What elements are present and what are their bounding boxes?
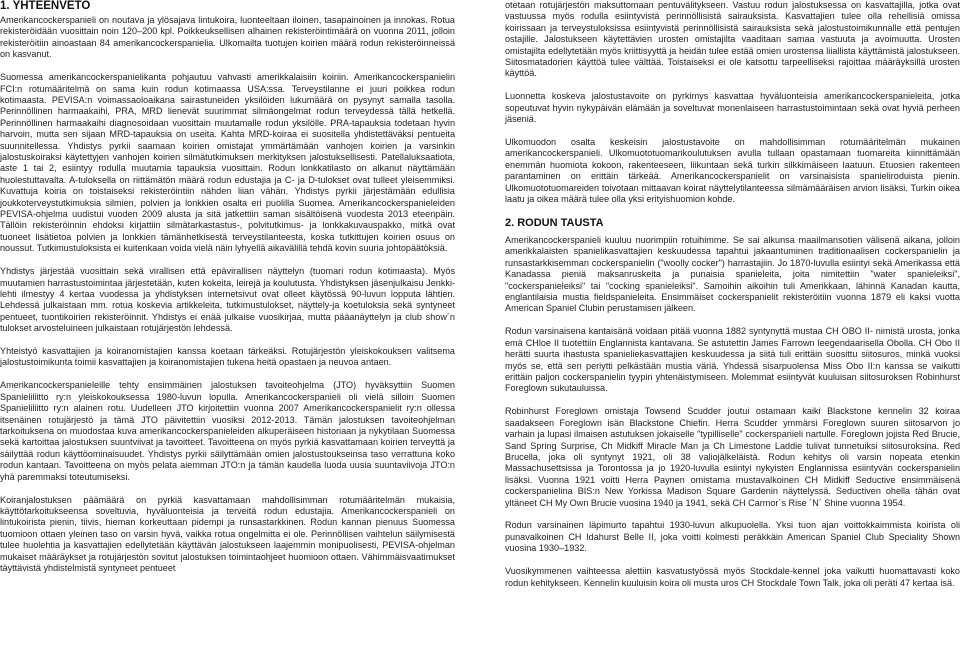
- paragraph: Suomessa amerikancockerspanielikanta pohjautuu vahvasti amerikkalaisiin koiriin. Amerikancockerspanielin FCI:n rotumääritelmä on sama kuin rodun kotimaassa USA:ssa. Terveystilanne ei juuri poikkea rodun kotimaasta. PEVISA:n voimassaoloaikana sairastuneiden yksilöiden lukumäärä on pysynyt samalla tasolla. Perinnöllinen harmaakaihi, PRA, MRD lienevät suurimmat silmäongelmat rodun terveydessä tällä hetkellä. Perinnöllinen harmaakaihi diagnosoidaan vuosittain muutamalle rodun yksilölle. PRA-tapauksia todetaan hyvin harvoin, mutta sen sijaan MRD-tapauksia on useita. Kahta MRD-koiraa ei suositella yhdistettäväksi pentueita suunnitellessa. Yhdistys pyrkii saamaan koirien omistajat ymmärtämään vanhojen koirien ja varsinkin jalostuskoiraksi käytettyjen vanhojen koirien silmätutkimuksen merkityksen jalostuksellisesti. Patellaluksaatiota, aste 1 tai 2, esiintyy rodulla muutamia tapauksia vuosittain. Rodun lonkkatilasto on alkanut näyttämään huolestuttavalta. A-tuloksella on riittämätön määrä rodun edustajia ja C- ja D-tulokset ovat tulleet yleisemmiksi. Kuvattuja koiria on toistaiseksi rekisteröintiin nähden liian vähän. Yhdistys pyrkii järjestämään edullisia joukkoterveystutkimuksia silmien, polvien ja lonkkien osalta eri puolilla Suomea. Amerikancockerspanieleiden PEVISA-ohjelma uudistui vuoden 2009 alusta ja sitä jatkettiin saman sisältöisenä vuodesta 2013 eteenpäin. Tällöin rekisteröinnin ehdoksi kirjattiin silmätarkastastus-, polvitutkimus- ja lonkkakuvauspakko, mitkä ovat tuoneet lisätietoa polvien ja lonkkien tämänhetkisestä terveystilanteesta, koska tutkittujen koirien osuus on noussut. Tutkimustuloksista ei kuitenkaan voida vielä näin lyhyellä aikavälillä tehdä kovin suuria johtopäätöksiä.: [0, 72, 455, 254]
- paragraph: Luonnetta koskeva jalostustavoite on pyrkimys kasvattaa hyväluonteisia amerikancockerspanieleita, jotka sopeutuvat hyvin nykypäivän elämään ja soveltuvat monenlaiseen harrastustoimintaan sekä ovat hyviä perheen jäseniä.: [505, 91, 960, 125]
- paragraph: Amerikancockerspanieli kuuluu nuorimpiin rotuihimme. Se sai alkunsa maailmansotien välisenä aikana, jolloin amerikkalaisten spanielikasvattajien keskuudessa tapahtui jakaantuminen traditionaalisen cockerspanielin ja runsastarkkisemman cockerspanielin ("woolly cocker") harrastajiin. Jo 1870-luvulla esiintyi sekä Amerikassa että Kanadassa pieniä maksanruskeita ja punaisia spanieleita, joita nimitettiin "water spanieleiksi", "cockerspanieleiksi" tai "cocking spanieleiksi". Samoihin aikoihin tuli Amerikkaan, lähinnä Kanadan kautta, englantilaisia mustia fieldspanieleita. Ensimmäiset cockerspanielit rekisteröitiin vuonna 1879 eli kaksi vuotta American Spaniel Clubin perustamisen jälkeen.: [505, 235, 960, 314]
- paragraph: Amerikancockerspanieli on noutava ja ylösajava lintukoira, luonteeltaan iloinen, tasapainoinen ja innokas. Rotua rekisteröidään vuosittain noin 120–200 kpl. Poikkeuksellisen alhainen rekisteröintimäärä on vuonna 2011, jolloin rekisteröitiin ainoastaan 84 amerikancockerspanielia. Ulkomailta tuotujen koirien määrä rodun rekisteröinneissä on kasvanut.: [0, 15, 455, 60]
- paragraph: Koiranjalostuksen päämäärä on pyrkiä kasvattamaan mahdollisimman rotumääritelmän mukaisia, käyttötarkoitukseensa soveltuvia, hyväluonteisia ja terveitä rodun edustajia. Amerikancockerspanieli on lintukoirista pienin, tiivis, hieman korkeuttaan pidempi ja runsastarkkinen. Rodun kannan pienuus Suomessa tuomioon ottaen yleinen taso on varsin hyvä, vaikka rotua ongelmitta ei ole. Perinnöllisen vaihtelun säilymisestä tulee huolehtia ja kasvattajien edellytetään käyttävän jalostukseen laajemmin monipuolisesti, PEVISA-ohjelman mukaiset määräykset ja rotujärjestön sovitut jalostuksen toimintaohjeet huomioon ottaen. Vähimmäisvaatimukset täyttävistä yhdistelmistä syntyneet pentueet: [0, 494, 455, 573]
- paragraph: Yhdistys järjestää vuosittain sekä virallisen että epävirallisen näyttelyn (tuomari rodun kotimaasta). Myös muutamien harrastustoimintaa järjestetään, kuten kokeita, leirejä ja koulutusta. Yhdistyksen jäsenjulkaisu Jenkki-lehti ilmestyy 4 kertaa vuodessa ja yhdistyksen internetsivut ovat olleet käytössä 90-luvun lopputa lähtien. Lehdessä julkaistaan mm. rotua koskevia artikkeleita, tutkimustulokset, näyttely-ja koetuloksia sekä syntyneet pentueet, tuontikoirien rekisteröinnit. Yhdistys ei enää julkaise vuosikirjaa, mutta pääanäyttelyn ja club show´n tulokset arvosteluineen julkaistaan rotujärjestön lehdessä.: [0, 266, 455, 334]
- paragraph: Robinhurst Foreglown omistaja Towsend Scudder joutui ostamaan kaiki Blackstone kennelin 32 koiraa saadakseen Foreglown isän Blackstone Chiefin. Herra Scudder ymmärsi Foreglown suuren siitosarvon jo varhain ja lupasi ilmaisen astutuksen jokaiselle "typilliselle" cockerspanieli nartulle. Foreglown jojista Red Brucie, Sand Spring Surprise, Ch Midkiff Miracle Man ja Ch Limestone Laddie tulivat tunnetuiksi siitosuroksina. Red Brucella, joka oli syntynyt 1921, oli 38 valiojälkeläistä. Rodun kehitys oli varsin nopeata etenkin Massachusettsissa ja Torontossa ja jo 1920-luvulla esiintyi nykyisten Englannissa esiintyvän cockerspanielin lisäksi. Vuonna 1921 voitti Herra Paynen omistama mustavalkoinen CH Midkiff Seductive ensimmäisenä cockerspanielina BIS:n New Yorkissa Madison Square Gardenin näyttelyssä. Seductiven ohella tähän ovat yltäneet CH My Own Brucie vuosina 1940 ja 1941, sekä CH Carmor´s Rise ´N´ Shine vuonna 1954.: [505, 406, 960, 508]
- paragraph: Yhteistyö kasvattajien ja koiranomistajien kanssa koetaan tärkeäksi. Rotujärjestön yleiskokouksen valitsema jalostustoimikunta toimii kasvattajien ja koiranomistajien tukena heitä opastaen ja neuvoa antaen.: [0, 346, 455, 368]
- section-heading-summary: 1. YHTEENVETO: [0, 0, 91, 12]
- section-heading-background: 2. RODUN TAUSTA: [505, 217, 604, 229]
- paragraph: Amerikancockerspanieleille tehty ensimmäinen jalostuksen tavoiteohjelma (JTO) hyväksyttiin Suomen Spanieliliitto ry:n yleiskokouksessa 1980-luvun lopulla. Amerikancockerspanieli oli vielä silloin Suomen Spanieliliitto ry:n alainen rotu. Uudelleen JTO kirjoitettiin vuonna 2007 Amerikancockerspanielit ry:n ollessa itsenäinen rotujärjestö ja tämä JTO päivitettiin vuosiksi 2012-2013. Tämän jalostuksen tavoiteohjelman tarkoituksena on muodostaa kuva amerikancockerspanieleiden alkuperäiseen historiaan ja nykytilaan Suomessa sekä kartoittaa jalostuksen suuntviivat ja tavoitteet. Tavoitteena on myös pyrkiä kasvattamaan koirien terveyttä ja säilyttää rodun käyttöominaisuudet. Yhdistys pyrkii säilyttämään omien jalostustoukseinsa taso verrattuna koko rodun kantaan. Tavoitteena on myös pelata aiemman JTO:n ja tämän kaudella luoda uusia suuntaviivoja JTO:n yhä paremmaksi toteutumiseksi.: [0, 380, 455, 482]
- right-column: [505, 0, 960, 600]
- paragraph: Ulkomuodon osalta keskeisin jalostustavoite on mahdollisimman rotumääritelmän mukainen amerikancockerspanieli. Ulkomuototuomarikoulutuksen avulla tullaan opastamaan tuomareita kiinnittämään enemmän huomiota kokoon, rakenteeseen, liikuntaan sekä turkin silkkimäiseen laatuun. Etuosien rakenteen parantaminen on erittäin tärkeää. Amerikancockerspanielit on varsinaisista spanieliroduista pienin. Ulkomuototuomareiden toivotaan mittaavan koirat näyttelytilanteessa silmämääräisen arvion lisäksi. Turkin oikea laatu ja oikea määrä tulee olla yksi erityishuomion kohde.: [505, 137, 960, 205]
- paragraph: Rodun varsinaisena kantaisänä voidaan pitää vuonna 1882 syntynyttä mustaa CH OBO II- nimistä urosta, jonka emä CHloe II tuotettiin Englannista kantavana. Se astutettin James Farrown leegendaarisella Obolla. CH Obo II herätti suurta ihastusta spanieliekasvattajien keskuudessa ja siitä tuli erittäin suosittu siitosuros, minkä vuoksi myös se, että sen periytti pelkästään mustia väriä. Yhdessä sisarpuolensa Miss Obo II:n kanssa se vaikutti erittäin paljon cockerspanielin tyypin yhtenäistymiseen. Molemmat esiintyvät kuuluisan siitosuroksen Robinhurst Foreglown sukutauluissa.: [505, 326, 960, 394]
- left-column: [0, 0, 455, 586]
- paragraph: Rodun varsinainen läpimurto tapahtui 1930-luvun alkupuolella. Yksi tuon ajan voittokkaimmista koirista oli punavalkoinen CH Idahurst Belle II, joka voitti kolmesti peräkkäin American Spaniel Club Speciality Shown vuosina 1930–1932.: [505, 520, 960, 554]
- paragraph: Vuosikymmenen vaihteessa alettiin kasvatustyössä myös Stockdale-kennel joka vaikutti huomattavasti koko rodun kehitykseen. Kennelin kuuluisin koira oli musta uros CH Stockdale Town Talk, joka oli peräti 47 kertaa isä.: [505, 566, 960, 588]
- paragraph: otetaan rotujärjestön maksuttomaan pentuvälitykseen. Vastuu rodun jalostuksessa on kasvattajilla, jotka ovat vastuussa myös rodulla esiintyvistä perinnöllisistä sairauksista. Kasvattajien tulee olla rehellisiä omissa koirissaan ja terveystuloksissa esiintyvistä perinnöllisistä sairauksista sekä jalostustoimikunnalle että pentujen ostajille. Jalostukseen käytettävien urosten omistajilta vaaditaan samaa vastuuta ja avoimuutta. Urosten omistajilta edellytetään myös kriittisyyttä ja heidän tulee estää omien urostensa liiallista käyttämistä jalostukseen. Siitosmatadorien käyttöä tulee välttää. Toistaiseksi ei ole katsottu tarpeelliseksi rajoittaa määräyksillä urosten käyttöä.: [505, 0, 960, 79]
